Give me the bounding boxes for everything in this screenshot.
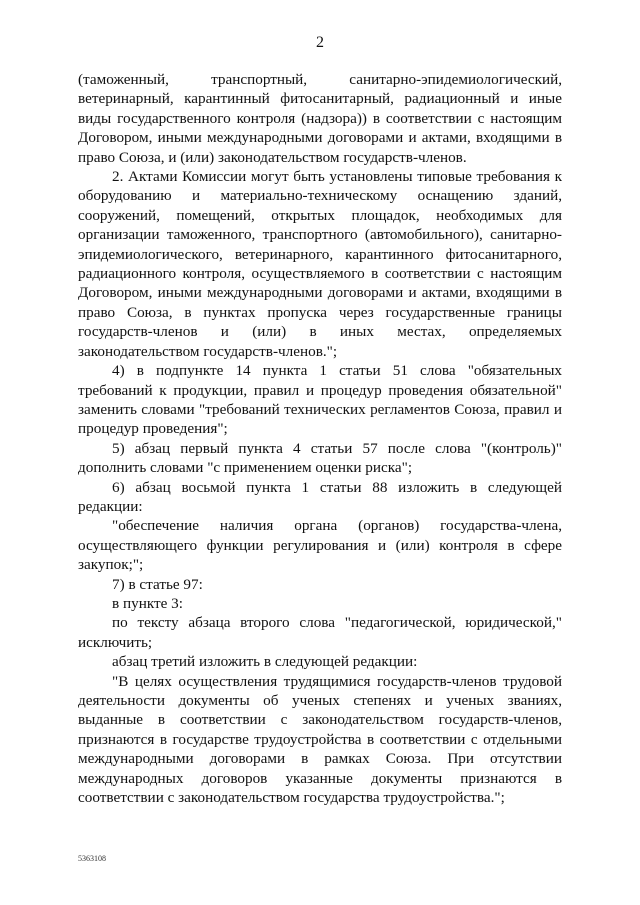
paragraph: 6) абзац восьмой пункта 1 статьи 88 изложить в следующей редакции: (78, 478, 562, 515)
paragraph: (таможенный, транспортный, санитарно-эпидемиологический, ветеринарный, карантинный фитосанитарный, радиационный и иные виды государственного контроля (надзора)) в соответствии с настоящим Договором, иными международными договорами и актами, входящими в право Союза, и (или) законодательством государств-членов. (78, 71, 562, 166)
paragraph: 2. Актами Комиссии могут быть установлены типовые требования к оборудованию и материально-техническому оснащению зданий, сооружений, помещений, открытых площадок, необходимых для организации таможенного, транспортного (автомобильного), санитарно-эпидемиологического, ветеринарного, карантинного фитосанитарного, радиационного контроля, осуществляемого в соответствии с настоящим Договором, иными международными договорами и актами, входящими в право Союза, в пунктах пропуска через государственные границы государств-членов и (или) в иных местах, определяемых законодательством государств-членов."; (78, 168, 562, 360)
paragraph: 5) абзац первый пункта 4 статьи 57 после слова "(контроль)" дополнить словами "с применением оценки риска"; (78, 439, 562, 477)
document-code: 5363108 (78, 854, 106, 863)
paragraph: в пункте 3: (112, 594, 183, 612)
paragraph: абзац третий изложить в следующей редакции: (112, 653, 418, 671)
paragraph: "обеспечение наличия органа (органов) государства-члена, осуществляющего функции регулирования и (или) контроля в сфере закупок;"; (78, 517, 562, 574)
paragraph: "В целях осуществления трудящимися государств-членов трудовой деятельности документы об ученых степенях и ученых званиях, выданные в соответствии с законодательством государств-членов, признаются в государстве трудоустройства в соответствии с отдельными международными договорами в рамках Союза. При отсутствии международных договоров указанные документы признаются в соответствии с законодательством государства трудоустройства."; (78, 672, 562, 807)
page-number: 2 (316, 34, 324, 51)
paragraph: 7) в статье 97: (112, 575, 203, 593)
paragraph: по тексту абзаца второго слова "педагогической, юридической," исключить; (78, 614, 562, 651)
paragraph: 4) в подпункте 14 пункта 1 статьи 51 слова "обязательных требований к продукции, правил и процедур проведения обязательной" заменить словами "требований технических регламентов Союза, правил и процедур проведения"; (78, 362, 562, 438)
document-body (78, 70, 562, 807)
